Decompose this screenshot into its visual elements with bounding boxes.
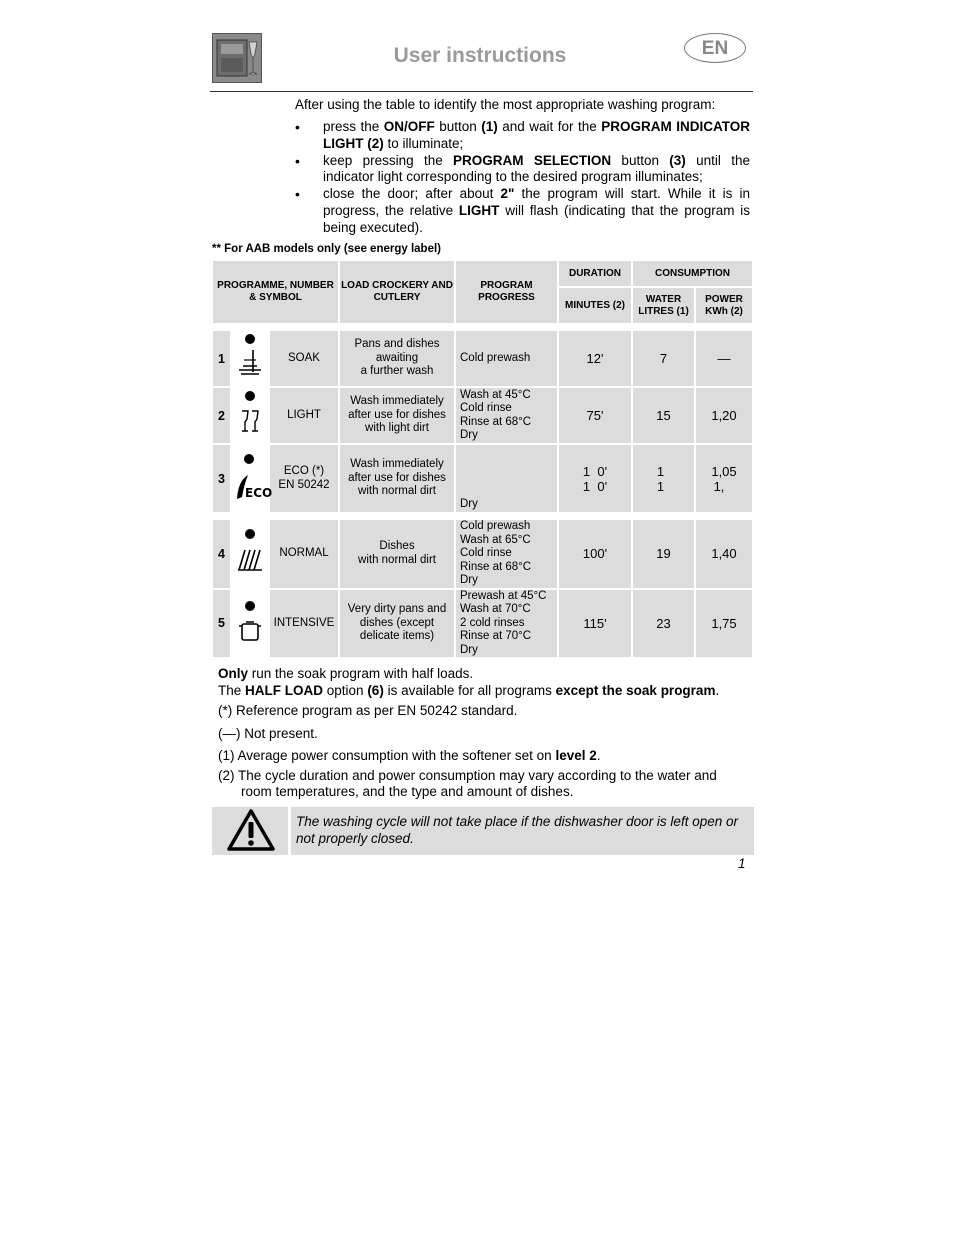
table-row <box>213 520 752 588</box>
water-value: 1 1 <box>633 445 694 512</box>
note-reference: (*) Reference program as per EN 50242 standard. <box>218 703 518 718</box>
header-water: WATER LITRES (1) <box>633 288 694 323</box>
progress-cell: Cold prewash Wash at 65°C Cold rinse Rinse at 68°C Dry <box>456 520 557 588</box>
program-name: SOAK <box>270 331 338 386</box>
program-number: 1 <box>213 331 230 386</box>
step-2: • keep pressing the PROGRAM SELECTION button (3) until the indicator light corresponding to the desired program illuminates; <box>295 153 750 186</box>
soak-symbol-icon <box>232 331 268 386</box>
page-title: User instructions <box>393 44 567 67</box>
progress-cell: Prewash at 45°C Wash at 70°C 2 cold rinses Rinse at 70°C Dry <box>456 590 557 658</box>
power-value: — <box>696 331 752 386</box>
program-name: ECO (*) EN 50242 <box>270 445 338 512</box>
load-cell: Pans and dishes awaiting a further wash <box>340 331 454 386</box>
power-value: 1,05 1, <box>696 445 752 512</box>
water-value: 19 <box>633 520 694 588</box>
minutes-value: 1 0' 1 0' <box>559 445 631 512</box>
header-consumption: CONSUMPTION <box>633 261 752 286</box>
load-cell: Very dirty pans and dishes (except delicate items) <box>340 590 454 658</box>
table-row <box>213 590 752 658</box>
load-cell: Wash immediately after use for dishes with light dirt <box>340 388 454 443</box>
note-power-consumption: (1) Average power consumption with the softener set on level 2. <box>218 748 601 763</box>
header-duration: DURATION <box>559 261 631 286</box>
eco-symbol-icon <box>232 445 273 512</box>
warning-triangle-icon <box>226 808 276 857</box>
program-number: 4 <box>213 520 230 588</box>
glasses-symbol-icon <box>232 388 268 443</box>
warning-text: The washing cycle will not take place if the dishwasher door is left open or not properly closed. <box>296 814 738 846</box>
power-value: 1,40 <box>696 520 752 588</box>
note-soak: Only run the soak program with half loads. <box>218 666 474 681</box>
load-cell: Wash immediately after use for dishes with normal dirt <box>340 445 454 512</box>
program-number: 2 <box>213 388 230 443</box>
note-cycle-duration: (2) The cycle duration and power consumption may vary according to the water and <box>218 768 717 783</box>
load-cell: Dishes with normal dirt <box>340 520 454 588</box>
note-half-load: The HALF LOAD option (6) is available for all programs except the soak program. <box>218 683 720 698</box>
table-row <box>213 445 752 512</box>
step-3: • close the door; after about 2" the program will start. While it is in progress, the relative LIGHT will flash (indicating that the program is being executed). <box>295 186 750 236</box>
program-number: 3 <box>213 445 230 512</box>
water-value: 23 <box>633 590 694 658</box>
instruction-steps <box>295 119 750 237</box>
note-cycle-duration-cont: room temperatures, and the type and amount of dishes. <box>241 784 574 799</box>
progress-cell: Dry <box>456 445 557 512</box>
svg-text:ECO: ECO <box>245 486 273 500</box>
note-not-present: (—) Not present. <box>218 726 318 741</box>
header-divider <box>210 91 753 92</box>
progress-cell: Wash at 45°C Cold rinse Rinse at 68°C Dry <box>456 388 557 443</box>
header-progress: PROGRAM PROGRESS <box>456 261 557 323</box>
minutes-value: 12' <box>559 331 631 386</box>
program-name: NORMAL <box>270 520 338 588</box>
dishwasher-logo-icon <box>212 33 262 83</box>
step-1: • press the ON/OFF button (1) and wait for the PROGRAM INDICATOR LIGHT (2) to illuminate; <box>295 119 750 152</box>
program-name: INTENSIVE <box>270 590 338 658</box>
water-value: 15 <box>633 388 694 443</box>
program-name: LIGHT <box>270 388 338 443</box>
water-value: 7 <box>633 331 694 386</box>
power-value: 1,75 <box>696 590 752 658</box>
minutes-value: 100' <box>559 520 631 588</box>
table-row <box>213 331 752 386</box>
minutes-value: 75' <box>559 388 631 443</box>
progress-cell: Cold prewash <box>456 331 557 386</box>
aab-models-note: ** For AAB models only (see energy label) <box>212 243 441 255</box>
pot-symbol-icon <box>232 590 268 658</box>
program-number: 5 <box>213 590 230 658</box>
program-table <box>211 259 754 659</box>
normal-symbol-icon <box>232 520 268 588</box>
power-value: 1,20 <box>696 388 752 443</box>
header-programme: PROGRAMME, NUMBER & SYMBOL <box>213 261 338 323</box>
table-row <box>213 388 752 443</box>
language-badge: EN <box>684 33 746 63</box>
header-load: LOAD CROCKERY AND CUTLERY <box>340 261 454 323</box>
intro-text: After using the table to identify the most appropriate washing program: <box>295 97 716 112</box>
page-number: 1 <box>738 856 746 871</box>
header-power: POWER KWh (2) <box>696 288 752 323</box>
minutes-value: 115' <box>559 590 631 658</box>
header-minutes: MINUTES (2) <box>559 288 631 323</box>
